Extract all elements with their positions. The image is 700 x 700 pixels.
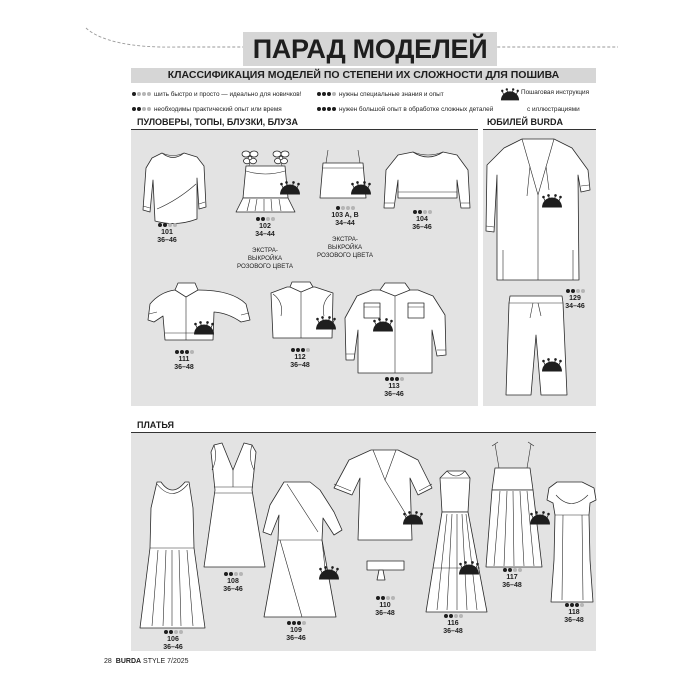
model-110-label (355, 596, 415, 617)
difficulty-dot-filled (570, 603, 574, 607)
model-number: 104 (416, 216, 428, 223)
legend-text: нужны специальные знания и опыт (339, 91, 444, 98)
page-number: 28 (104, 658, 112, 665)
size-range: 36–48 (443, 627, 463, 635)
extra-pattern-note (315, 236, 375, 259)
garment-113-shirt-jacket (345, 283, 446, 373)
difficulty-dot-filled (261, 217, 265, 221)
difficulty-dot-empty (234, 572, 238, 576)
legend-instruction-line1: Пошаговая инструкция (521, 89, 590, 96)
difficulty-dot-filled (395, 377, 399, 381)
difficulty-dot-filled (444, 614, 448, 618)
model-number: 117 (506, 574, 518, 581)
difficulty-dot-filled (163, 223, 167, 227)
difficulty-dot-empty (346, 206, 350, 210)
extra-pattern-note (235, 247, 295, 270)
garment-104-jacket (384, 152, 470, 208)
model-109-label (266, 621, 326, 642)
model-number: 129 (569, 295, 581, 302)
difficulty-dot-filled (224, 572, 228, 576)
difficulty-dot-filled (449, 614, 453, 618)
size-range: 34–46 (565, 302, 585, 310)
model-number: 109 (290, 627, 302, 634)
difficulty-dot-empty (459, 614, 463, 618)
difficulty-dot-empty (423, 210, 427, 214)
size-range: 36–46 (163, 643, 183, 651)
page-title: ПАРАД МОДЕЛЕЙ (243, 32, 497, 66)
difficulty-dot-empty (271, 217, 275, 221)
garment-129-trousers (506, 296, 567, 395)
difficulty-dot-filled (229, 572, 233, 576)
difficulty-dot-empty (580, 603, 584, 607)
difficulty-dot-filled (296, 348, 300, 352)
section-title-jubilee: ЮБИЛЕЙ BURDA (487, 117, 564, 127)
difficulty-dot-empty (168, 223, 172, 227)
size-range: 36–46 (412, 223, 432, 231)
garment-129-coat (486, 139, 590, 280)
extra-note-line: РОЗОВОГО ЦВЕТА (316, 251, 374, 259)
extra-note-line: ЭКСТРА- (252, 247, 278, 254)
model-number: 111 (178, 356, 190, 363)
garment-112-vest (271, 282, 333, 338)
difficulty-dot-filled (292, 621, 296, 625)
extra-note-line: ВЫКРОЙКА (327, 243, 363, 251)
garment-110-belt (367, 561, 404, 580)
difficulty-dot-empty (174, 630, 178, 634)
size-range: 36–46 (286, 634, 306, 642)
model-113-label (364, 377, 424, 398)
garment-101-sweater (143, 153, 206, 224)
difficulty-dot-empty (581, 289, 585, 293)
difficulty-dot-empty (576, 289, 580, 293)
difficulty-dot-empty (513, 568, 517, 572)
model-102-label (235, 217, 295, 270)
model-number: 101 (161, 229, 173, 236)
page-subtitle: КЛАССИФИКАЦИЯ МОДЕЛЕЙ ПО СТЕПЕНИ ИХ СЛОЖНОСТИ ДЛЯ ПОШИВА (131, 68, 596, 83)
legend-instruction-line2: с иллюстрациями (527, 106, 580, 113)
model-117-label (482, 568, 542, 589)
difficulty-dot-filled (158, 223, 162, 227)
size-range: 34–44 (335, 219, 355, 227)
difficulty-dot-filled (301, 348, 305, 352)
difficulty-dot-empty (400, 377, 404, 381)
garment-118-sheath-dress (547, 482, 596, 602)
extra-note-line: ЭКСТРА- (332, 236, 358, 243)
legend-text: нужен большой опыт в обработке сложных деталей (339, 106, 494, 113)
size-range: 36–48 (502, 581, 522, 589)
difficulty-dot-empty (173, 223, 177, 227)
difficulty-dot-filled (180, 350, 184, 354)
model-number: 103 A, B (331, 212, 359, 219)
model-104-label (392, 210, 452, 231)
difficulty-dot-empty (341, 206, 345, 210)
garment-108-dress (204, 443, 265, 567)
difficulty-dot-filled (291, 348, 295, 352)
brand-name: BURDA (115, 658, 142, 665)
difficulty-dot-filled (175, 350, 179, 354)
difficulty-dot-empty (428, 210, 432, 214)
model-number: 118 (568, 609, 580, 616)
difficulty-dot-filled (418, 210, 422, 214)
difficulty-dot-filled (390, 377, 394, 381)
difficulty-dot-filled (381, 596, 385, 600)
model-118-label (544, 603, 604, 624)
model-number: 113 (388, 383, 400, 390)
difficulty-dot-filled (566, 289, 570, 293)
difficulty-dot-empty (190, 350, 194, 354)
difficulty-dot-filled (571, 289, 575, 293)
difficulty-dot-empty (306, 348, 310, 352)
size-range: 36–48 (564, 616, 584, 624)
size-range: 36–48 (290, 361, 310, 369)
model-number: 116 (447, 620, 459, 627)
pin-cushion-icon (501, 88, 519, 100)
legend-text: шить быстро и просто — идеально для новичков! (154, 91, 302, 98)
model-number: 110 (379, 602, 391, 609)
section-title-dresses: ПЛАТЬЯ (137, 420, 174, 430)
model-106-label (143, 630, 203, 651)
difficulty-dot-filled (508, 568, 512, 572)
legend-text: необходимы практический опыт или время (154, 106, 282, 113)
model-number: 108 (227, 578, 239, 585)
difficulty-dot-filled (185, 350, 189, 354)
difficulty-dot-filled (413, 210, 417, 214)
difficulty-dot-empty (266, 217, 270, 221)
difficulty-dot-filled (565, 603, 569, 607)
model-101-label (137, 223, 197, 244)
garment-116-dress (426, 471, 487, 612)
issue-label: STYLE 7/2025 (143, 658, 189, 665)
size-range: 36–48 (174, 363, 194, 371)
model-number: 112 (294, 354, 306, 361)
difficulty-dot-empty (518, 568, 522, 572)
size-range: 34–44 (255, 230, 275, 238)
difficulty-dot-empty (179, 630, 183, 634)
difficulty-dot-filled (575, 603, 579, 607)
size-range: 36–46 (223, 585, 243, 593)
extra-note-line: ВЫКРОЙКА (247, 254, 283, 262)
model-112-label (270, 348, 330, 369)
difficulty-dot-filled (169, 630, 173, 634)
model-108-label (203, 572, 263, 593)
garment-109-wrap-dress (263, 482, 342, 617)
difficulty-dot-empty (454, 614, 458, 618)
difficulty-dot-empty (391, 596, 395, 600)
section-title-tops: ПУЛОВЕРЫ, ТОПЫ, БЛУЗКИ, БЛУЗА (137, 117, 298, 127)
garment-110-kimono-dress (334, 450, 432, 540)
difficulty-dot-empty (239, 572, 243, 576)
extra-note-line: РОЗОВОГО ЦВЕТА (236, 262, 294, 270)
model-129-label (545, 289, 605, 310)
difficulty-dot-filled (287, 621, 291, 625)
difficulty-dot-filled (503, 568, 507, 572)
garment-106-dress (140, 482, 205, 628)
difficulty-dot-empty (302, 621, 306, 625)
model-111-label (154, 350, 214, 371)
model-103-label (315, 206, 375, 259)
size-range: 36–46 (157, 236, 177, 244)
difficulty-dot-filled (336, 206, 340, 210)
difficulty-dot-empty (386, 596, 390, 600)
model-number: 106 (167, 636, 179, 643)
model-116-label (423, 614, 483, 635)
size-range: 36–46 (384, 390, 404, 398)
difficulty-dot-filled (297, 621, 301, 625)
size-range: 36–48 (375, 609, 395, 617)
difficulty-dot-filled (256, 217, 260, 221)
model-number: 102 (259, 223, 271, 230)
difficulty-dot-empty (351, 206, 355, 210)
difficulty-dot-filled (385, 377, 389, 381)
difficulty-dot-filled (376, 596, 380, 600)
difficulty-dot-filled (164, 630, 168, 634)
garment-117-sundress (486, 442, 542, 567)
